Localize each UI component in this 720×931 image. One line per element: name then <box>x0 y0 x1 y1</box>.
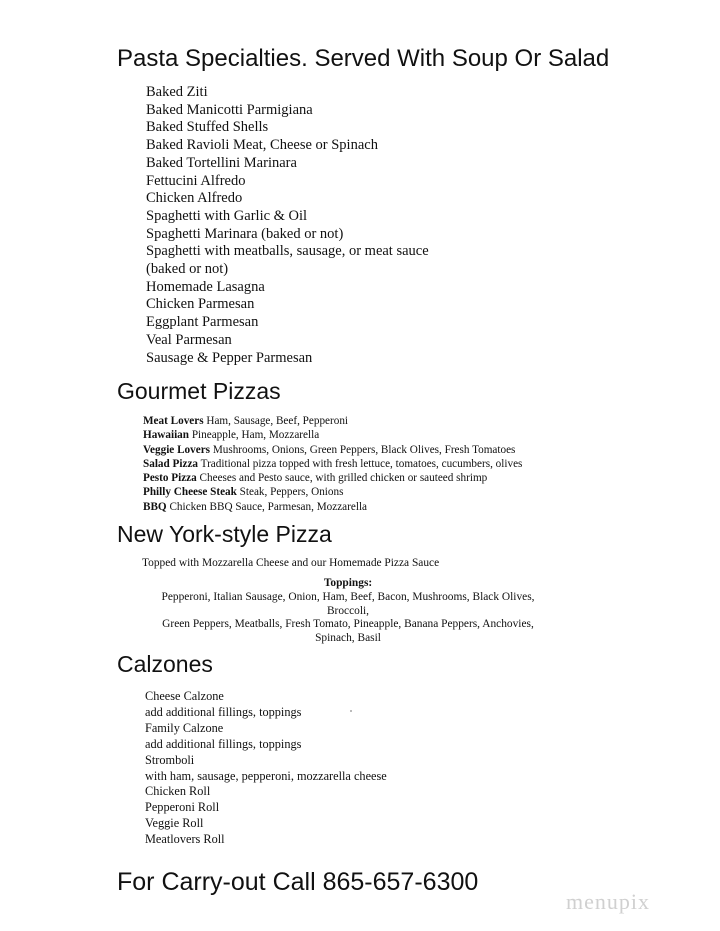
list-item <box>143 428 522 442</box>
item-name: Pesto Pizza <box>143 472 197 485</box>
item-desc: Traditional pizza topped with fresh lettuce, tomatoes, cucumbers, olives <box>200 457 523 470</box>
calzones-list <box>145 689 387 848</box>
list-item: Pepperoni Roll <box>145 800 220 815</box>
list-item: Veal Parmesan <box>146 331 232 348</box>
gourmet-heading: Gourmet Pizzas <box>117 378 281 404</box>
item-desc: Steak, Peppers, Onions <box>239 486 344 499</box>
list-item: Chicken Roll <box>145 784 211 799</box>
list-item <box>143 414 522 428</box>
list-item: Spaghetti with Garlic & Oil <box>146 207 308 224</box>
list-item <box>143 457 522 471</box>
pasta-list <box>146 84 429 367</box>
toppings-label: Toppings: <box>323 577 373 589</box>
list-item: Homemade Lasagna <box>146 278 265 295</box>
toppings-line: Green Peppers, Meatballs, Fresh Tomato, Pineapple, Banana Peppers, Anchovies, <box>162 618 534 631</box>
list-item: Baked Ziti <box>146 84 208 100</box>
list-item <box>143 471 522 485</box>
list-item: add additional fillings, toppings <box>145 704 302 719</box>
item-name: Salad Pizza <box>143 457 199 470</box>
list-item: Baked Ravioli Meat, Cheese or Spinach <box>146 137 378 154</box>
list-item <box>143 500 522 514</box>
list-item: (baked or not) <box>146 261 229 278</box>
list-item: Spaghetti with meatballs, sausage, or meat sauce <box>146 243 429 260</box>
list-item <box>143 443 522 457</box>
list-item: Sausage & Pepper Parmesan <box>146 349 313 366</box>
list-item <box>143 485 522 499</box>
list-item: Family Calzone <box>145 720 224 735</box>
newyork-intro: Topped with Mozzarella Cheese and our Homemade Pizza Sauce <box>142 557 440 569</box>
watermark-logo: menupix <box>566 889 650 914</box>
list-item: Eggplant Parmesan <box>146 314 259 331</box>
item-name: Veggie Lovers <box>143 443 211 456</box>
item-desc: Mushrooms, Onions, Green Peppers, Black Olives, Fresh Tomatoes <box>212 443 516 456</box>
list-item: Fettucini Alfredo <box>146 172 246 189</box>
item-desc: Cheeses and Pesto sauce, with grilled chicken or sauteed shrimp <box>199 472 488 485</box>
gourmet-list <box>143 414 522 514</box>
list-item: Meatlovers Roll <box>145 832 225 847</box>
item-desc: Chicken BBQ Sauce, Parmesan, Mozzarella <box>169 500 368 513</box>
calzones-heading: Calzones <box>117 651 213 677</box>
list-item: Baked Manicotti Parmigiana <box>146 101 313 118</box>
pasta-heading: Pasta Specialties. Served With Soup Or Salad <box>117 45 610 72</box>
list-item: Chicken Parmesan <box>146 296 255 313</box>
toppings-block <box>0 577 696 646</box>
item-name: Meat Lovers <box>143 415 204 427</box>
newyork-heading: New York-style Pizza <box>117 521 332 547</box>
toppings-line: Pepperoni, Italian Sausage, Onion, Ham, Beef, Bacon, Mushrooms, Black Olives, <box>161 590 535 603</box>
toppings-line: Spinach, Basil <box>315 632 381 645</box>
list-item: Cheese Calzone <box>145 689 224 703</box>
list-item: with ham, sausage, pepperoni, mozzarella cheese <box>145 768 387 783</box>
list-item: Stromboli <box>145 752 195 767</box>
item-name: BBQ <box>143 500 167 513</box>
list-item: Baked Tortellini Marinara <box>146 154 297 171</box>
list-item: add additional fillings, toppings <box>145 736 302 751</box>
carry-out-phone: For Carry-out Call 865-657-6300 <box>117 868 479 896</box>
item-desc: Pineapple, Ham, Mozzarella <box>191 429 320 442</box>
toppings-line: Broccoli, <box>326 604 370 617</box>
item-name: Philly Cheese Steak <box>143 486 237 499</box>
list-item: Baked Stuffed Shells <box>146 119 269 136</box>
item-name: Hawaiian <box>143 429 190 442</box>
list-item: Spaghetti Marinara (baked or not) <box>146 225 344 242</box>
item-desc: Ham, Sausage, Beef, Pepperoni <box>206 415 349 427</box>
list-item: Veggie Roll <box>145 816 204 831</box>
list-item: Chicken Alfredo <box>146 190 243 207</box>
